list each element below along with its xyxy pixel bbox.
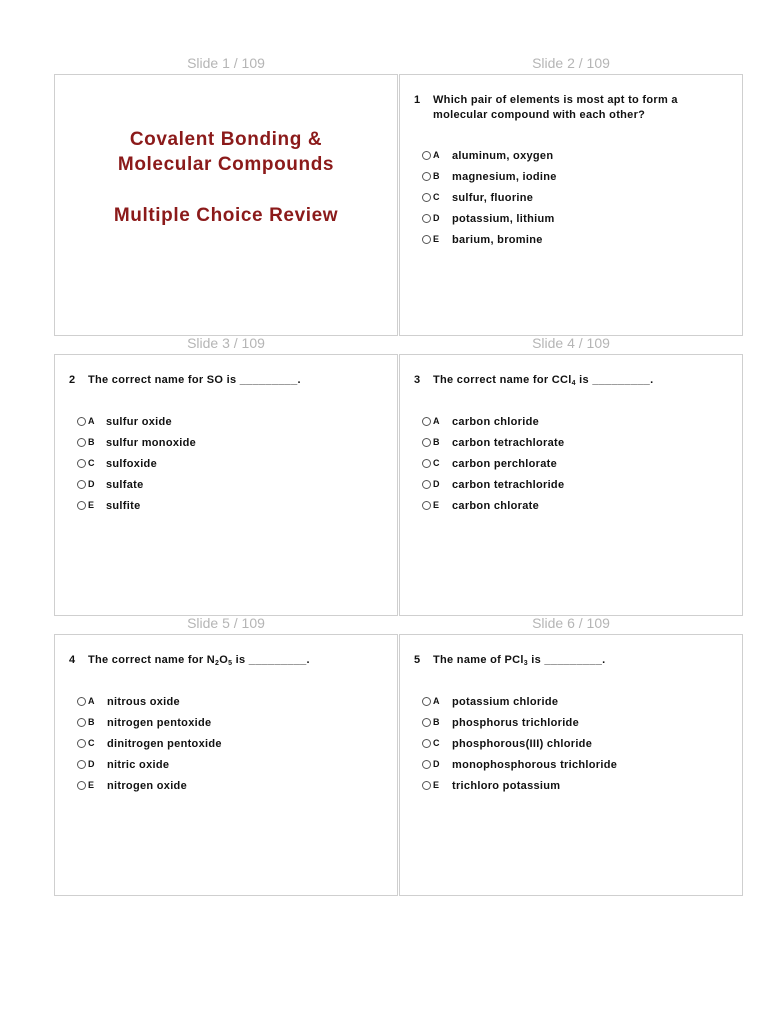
choice-text: aluminum, oxygen — [452, 150, 554, 162]
radio-icon[interactable] — [77, 480, 86, 489]
choice-text: sulfur oxide — [106, 416, 172, 428]
choice-letter: E — [433, 780, 440, 790]
choice-letter: A — [433, 416, 440, 426]
question-text: Which pair of elements is most apt to form a molecular compound with each other? — [433, 94, 678, 121]
choice-d[interactable] — [77, 759, 387, 780]
radio-icon[interactable] — [422, 781, 431, 790]
question-text-end: is _________. — [527, 654, 606, 666]
choice-a[interactable] — [422, 696, 732, 717]
choice-list — [422, 416, 732, 521]
choice-b[interactable] — [77, 437, 387, 458]
question-text-start: The correct name for N — [88, 654, 216, 666]
choice-letter: E — [433, 500, 440, 510]
slide-1-label: Slide 1 / 109 — [187, 55, 265, 71]
subscript: 2 — [215, 660, 220, 667]
choice-d[interactable] — [422, 213, 732, 234]
choice-e[interactable] — [422, 780, 732, 801]
choice-letter: D — [88, 759, 95, 769]
slide-subtitle: Multiple Choice Review — [113, 205, 339, 226]
choice-text: sulfite — [106, 500, 141, 512]
choice-letter: C — [433, 192, 440, 202]
choice-letter: B — [88, 437, 95, 447]
question-text-start: The name of PCl — [433, 654, 524, 666]
radio-icon[interactable] — [422, 760, 431, 769]
choice-d[interactable] — [422, 759, 732, 780]
choice-e[interactable] — [422, 234, 732, 255]
choice-a[interactable] — [77, 696, 387, 717]
slide-4-label: Slide 4 / 109 — [532, 335, 610, 351]
question-text-mid: O — [219, 654, 229, 666]
slide-5-label: Slide 5 / 109 — [187, 615, 265, 631]
choice-letter: A — [88, 696, 95, 706]
radio-icon[interactable] — [422, 193, 431, 202]
choice-text: barium, bromine — [452, 234, 543, 246]
choice-text: nitrogen oxide — [107, 780, 187, 792]
question-text — [433, 373, 732, 391]
choice-text: carbon tetrachloride — [452, 479, 565, 491]
choice-letter: E — [88, 780, 95, 790]
choice-letter: C — [433, 458, 440, 468]
choice-b[interactable] — [422, 171, 732, 192]
choice-text: phosphorus trichloride — [452, 717, 579, 729]
radio-icon[interactable] — [422, 718, 431, 727]
choice-b[interactable] — [422, 717, 732, 738]
choice-d[interactable] — [422, 479, 732, 500]
radio-icon[interactable] — [77, 438, 86, 447]
radio-icon[interactable] — [422, 417, 431, 426]
choice-text: nitric oxide — [107, 759, 170, 771]
choice-text: carbon tetrachlorate — [452, 437, 565, 449]
subscript: 5 — [228, 660, 233, 667]
choice-a[interactable] — [422, 416, 732, 437]
choice-letter: E — [433, 234, 440, 244]
choice-text: sulfate — [106, 479, 144, 491]
radio-icon[interactable] — [422, 214, 431, 223]
question-number: 2 — [69, 374, 76, 386]
radio-icon[interactable] — [422, 151, 431, 160]
choice-letter: B — [433, 437, 440, 447]
slide-5 — [54, 634, 398, 896]
radio-icon[interactable] — [77, 781, 86, 790]
slide-2-label: Slide 2 / 109 — [532, 55, 610, 71]
choice-text: dinitrogen pentoxide — [107, 738, 222, 750]
choice-letter: C — [88, 458, 95, 468]
slide-6-label: Slide 6 / 109 — [532, 615, 610, 631]
radio-icon[interactable] — [77, 501, 86, 510]
choice-list — [422, 150, 732, 255]
choice-text: sulfur monoxide — [106, 437, 197, 449]
choice-text: sulfur, fluorine — [452, 192, 534, 204]
choice-letter: D — [433, 479, 440, 489]
choice-text: nitrogen pentoxide — [107, 717, 212, 729]
slide-1 — [54, 74, 398, 336]
slide-title-line-2: Molecular Compounds — [117, 154, 335, 175]
choice-list — [422, 696, 732, 801]
choice-list — [77, 416, 387, 521]
question-text-end: is _________. — [232, 654, 310, 666]
question-text — [433, 653, 732, 671]
choice-letter: B — [433, 717, 440, 727]
question-number: 3 — [414, 374, 421, 386]
radio-icon[interactable] — [77, 417, 86, 426]
choice-text: phosphorous(III) chloride — [452, 738, 593, 750]
choice-text: potassium chloride — [452, 696, 559, 708]
choice-text: monophosphorous trichloride — [452, 759, 618, 771]
choice-letter: D — [88, 479, 95, 489]
choice-text: magnesium, iodine — [452, 171, 557, 183]
radio-icon[interactable] — [422, 501, 431, 510]
slide-title-line-1: Covalent Bonding & — [129, 129, 323, 150]
choice-text: nitrous oxide — [107, 696, 180, 708]
choice-text: carbon perchlorate — [452, 458, 558, 470]
choice-e[interactable] — [422, 500, 732, 521]
subscript: 3 — [523, 660, 528, 667]
question-text: The correct name for SO is _________. — [88, 374, 301, 386]
radio-icon[interactable] — [77, 718, 86, 727]
choice-c[interactable] — [422, 192, 732, 213]
choice-letter: C — [88, 738, 95, 748]
radio-icon[interactable] — [77, 459, 86, 468]
slide-3 — [54, 354, 398, 616]
choice-a[interactable] — [422, 150, 732, 171]
radio-icon[interactable] — [77, 760, 86, 769]
slide-4 — [399, 354, 743, 616]
choice-text: potassium, lithium — [452, 213, 555, 225]
choice-b[interactable] — [77, 717, 387, 738]
choice-letter: B — [88, 717, 95, 727]
subscript: 4 — [571, 380, 576, 387]
choice-letter: B — [433, 171, 440, 181]
choice-text: sulfoxide — [106, 458, 157, 470]
choice-letter: A — [433, 696, 440, 706]
question-text — [88, 653, 387, 671]
radio-icon[interactable] — [422, 697, 431, 706]
slide-6 — [399, 634, 743, 896]
slide-title-block — [55, 127, 397, 227]
radio-icon[interactable] — [422, 235, 431, 244]
choice-e[interactable] — [77, 780, 387, 801]
radio-icon[interactable] — [422, 459, 431, 468]
choice-text: trichloro potassium — [452, 780, 561, 792]
choice-list — [77, 696, 387, 801]
question-number: 1 — [414, 94, 421, 106]
choice-letter: A — [88, 416, 95, 426]
radio-icon[interactable] — [422, 739, 431, 748]
choice-c[interactable] — [77, 738, 387, 759]
radio-icon[interactable] — [77, 697, 86, 706]
choice-letter: D — [433, 213, 440, 223]
choice-c[interactable] — [77, 458, 387, 479]
slide-2 — [399, 74, 743, 336]
radio-icon[interactable] — [422, 172, 431, 181]
radio-icon[interactable] — [422, 438, 431, 447]
choice-c[interactable] — [422, 458, 732, 479]
question-text-end: is _________. — [575, 374, 654, 386]
choice-text: carbon chloride — [452, 416, 540, 428]
choice-d[interactable] — [77, 479, 387, 500]
question-text-start: The correct name for CCl — [433, 374, 572, 386]
choice-letter: A — [433, 150, 440, 160]
choice-letter: D — [433, 759, 440, 769]
slide-3-label: Slide 3 / 109 — [187, 335, 265, 351]
choice-a[interactable] — [77, 416, 387, 437]
choice-c[interactable] — [422, 738, 732, 759]
radio-icon[interactable] — [77, 739, 86, 748]
choice-b[interactable] — [422, 437, 732, 458]
choice-text: carbon chlorate — [452, 500, 540, 512]
choice-e[interactable] — [77, 500, 387, 521]
choice-letter: E — [88, 500, 95, 510]
question-number: 4 — [69, 654, 76, 666]
radio-icon[interactable] — [422, 480, 431, 489]
choice-letter: C — [433, 738, 440, 748]
question-number: 5 — [414, 654, 421, 666]
